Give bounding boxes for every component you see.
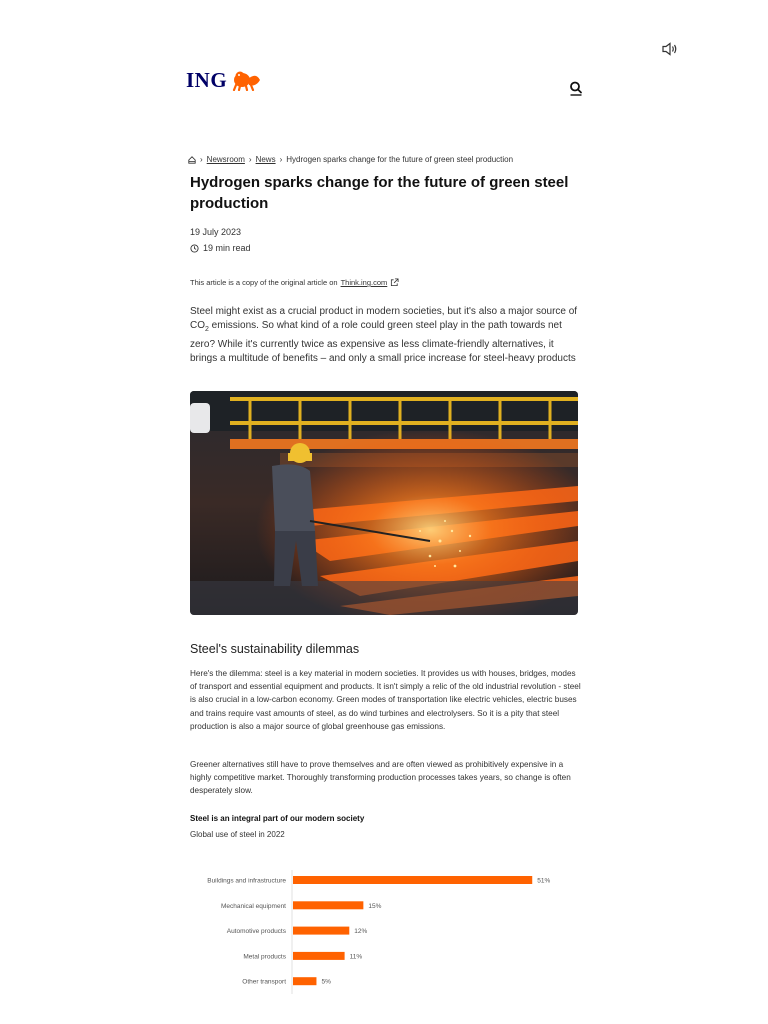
chart-category-label: Mechanical equipment [220, 902, 286, 910]
logo-text: ING [186, 67, 228, 92]
copy-note-text: This article is a copy of the original article on [190, 278, 338, 287]
chart-title: Steel is an integral part of our modern society [190, 814, 365, 823]
chart-bar [293, 876, 532, 884]
body-paragraph-1: Here's the dilemma: steel is a key material in modern societies. It provides us with houses, bridges, modes of transport and essential equipment and products. It isn't simply a relic of the old industrial revolution - steel is also crucial in a low-carbon economy. Green modes of transportation like electric vehicles, electric buses and trains require vast amounts of steel, as do wind turbines and electrolysers. So it is a pity that steel production is also a major source of global greenhouse gas emissions. [190, 669, 581, 731]
chevron-right-icon: › [279, 155, 283, 164]
lead-text-1: Steel might exist as a crucial product in modern societies, but it's also a major source of CO [190, 306, 578, 332]
chart-bar [293, 952, 345, 960]
lead-subscript: 2 [205, 326, 209, 334]
page-title: Hydrogen sparks change for the future of green steel production [190, 174, 569, 212]
chart-bar [293, 901, 363, 909]
copy-note [190, 278, 399, 287]
chart-bar [293, 927, 349, 935]
breadcrumb-newsroom[interactable]: Newsroom [206, 155, 245, 164]
publish-date: 19 July 2023 [190, 227, 242, 237]
chart-value-label: 15% [368, 902, 382, 910]
chart-subtitle: Global use of steel in 2022 [190, 830, 285, 839]
breadcrumb-news[interactable]: News [255, 155, 276, 164]
section-heading: Steel's sustainability dilemmas [190, 642, 360, 656]
chart-value-label: 12% [354, 928, 368, 936]
lead-text-2: emissions. So what kind of a role could green steel play in the path towards net zero? While it's currently twice as expensive as less climate-friendly alternatives, it brings a multitude of benefits – and only a small price increase for steel-heavy products [190, 320, 576, 364]
chart-category-label: Metal products [243, 953, 286, 961]
body-paragraph-2: Greener alternatives still have to prove themselves and are often viewed as prohibitively expensive in a highly competitive market. Thoroughly transforming production processes takes years, so change is often desperately slow. [190, 760, 571, 796]
read-time [190, 243, 251, 253]
chart-category-label: Automotive products [226, 928, 286, 936]
home-icon[interactable] [188, 156, 196, 164]
read-time-label: 19 min read [203, 243, 251, 253]
external-link-icon[interactable] [390, 278, 399, 287]
chart-value-label: 11% [349, 953, 363, 961]
chart-value-label: 51% [537, 877, 551, 885]
lion-icon [230, 69, 262, 91]
clock-icon [190, 244, 199, 253]
hero-image-steel-mill [190, 391, 578, 615]
steel-use-bar-chart [190, 868, 590, 998]
speaker-icon[interactable] [662, 42, 678, 56]
chart-value-label: 5% [321, 978, 331, 986]
chart-category-label: Buildings and infrastructure [207, 877, 286, 885]
chevron-right-icon: › [200, 155, 203, 164]
think-ing-link[interactable]: Think.ing.com [340, 278, 388, 287]
search-icon[interactable] [568, 80, 584, 96]
breadcrumb-current: Hydrogen sparks change for the future of green steel production [286, 155, 514, 164]
chart-bar [293, 977, 316, 985]
chevron-right-icon: › [248, 155, 252, 164]
chart-category-label: Other transport [242, 978, 286, 986]
ing-logo[interactable] [186, 68, 262, 92]
breadcrumb [188, 155, 513, 164]
lead-paragraph [190, 305, 580, 366]
